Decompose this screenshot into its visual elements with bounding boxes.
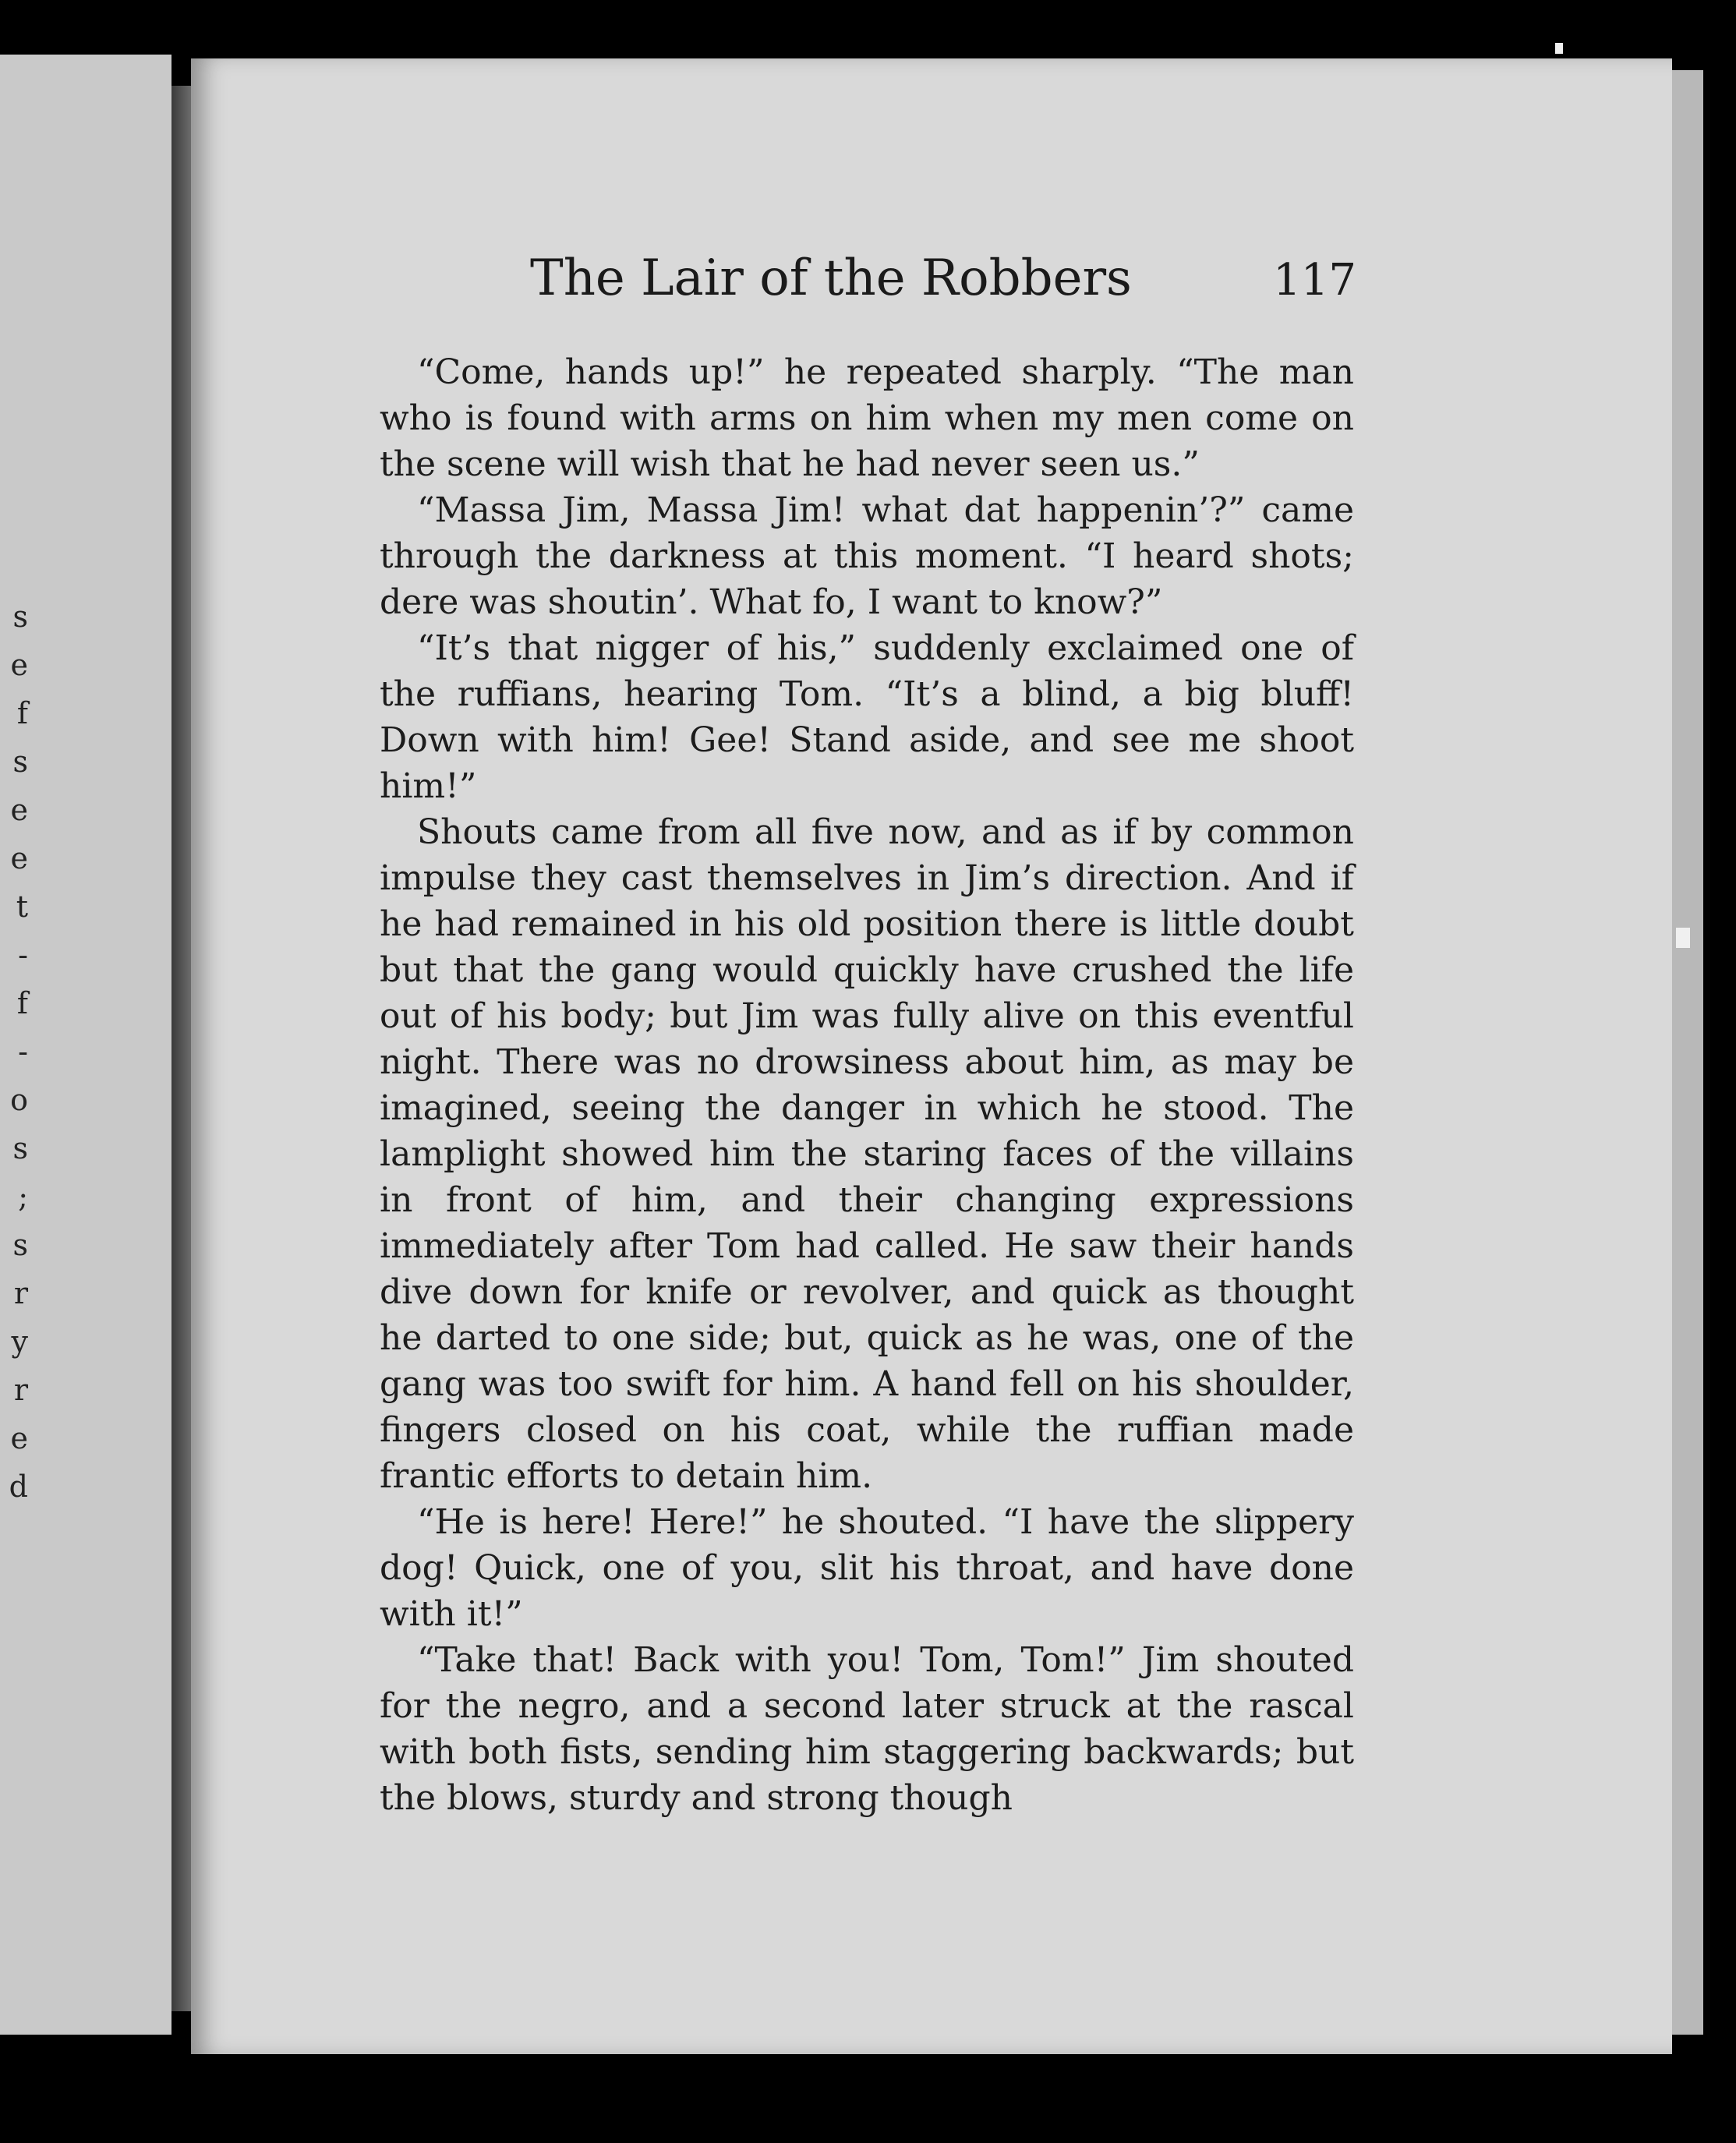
fragment: e [10,1421,28,1455]
page-number: 117 [1273,255,1356,306]
paragraph: “It’s that nigger of his,” suddenly exclaimed one of the ruffians, hearing Tom. “It’s a blind, a big bluff! Down with him! Gee! Stand aside, and see me shoot him!” [380,628,1354,806]
fragment: e [10,793,28,827]
fragment: r [13,1276,28,1310]
fragment: d [9,1469,28,1504]
fragment: r [13,1373,28,1407]
fragment: - [18,938,28,972]
paragraph: “Massa Jim, Massa Jim! what dat happenin’?” came through the darkness at this moment. “I heard shots; dere was shoutin’. What fo, I want to know?” [380,490,1354,622]
body-text [380,349,1354,1821]
paragraph: “Take that! Back with you! Tom, Tom!” Jim shouted for the negro, and a second later struck at the rascal with both fists, sending him staggering backwards; but the blows, sturdy and strong though [380,1640,1354,1818]
page-speck [1676,928,1690,948]
fragment: s [12,744,28,779]
fragment: f [16,986,28,1020]
fragment: ; [18,1179,28,1214]
fragment: e [10,648,28,682]
fragment: - [18,1034,28,1069]
page-edge [1672,70,1703,2035]
paragraph: “He is here! Here!” he shouted. “I have the slippery dog! Quick, one of you, slit his throat, and have done with it!” [380,1502,1354,1634]
paragraph: “Come, hands up!” he repeated sharply. “The man who is found with arms on him when my men come on the scene will wish that he had never seen us.” [380,352,1354,484]
paragraph: Shouts came from all five now, and as if by common impulse they cast themselves in Jim’s direction. And if he had remained in his old position there is little doubt but that the gang would quickly have crushed the life out of his body; but Jim was fully alive on this eventful night. There was no drowsiness about him, as may be imagined, seeing the danger in which he stood. The lamplight showed him the staring faces of the villains in front of him, and their changing expressions immediately after Tom had called. He saw their hands dive down for knife or revolver, and quick as thought he darted to one side; but, quick as he was, one of the gang was too swift for him. A hand fell on his shoulder, fingers closed on his coat, while the ruffian made frantic efforts to detain him. [380,812,1354,1496]
fragment: f [16,696,28,730]
running-head [530,249,1356,307]
facing-page-text-fragments [0,592,28,1511]
fragment: e [10,841,28,875]
fragment: t [16,889,28,924]
fragment: o [10,1083,28,1117]
fragment: s [12,1228,28,1262]
running-title: The Lair of the Robbers [530,249,1132,307]
page-speck [1555,43,1563,54]
fragment: s [12,599,28,634]
fragment: s [12,1131,28,1165]
fragment: y [11,1324,28,1359]
